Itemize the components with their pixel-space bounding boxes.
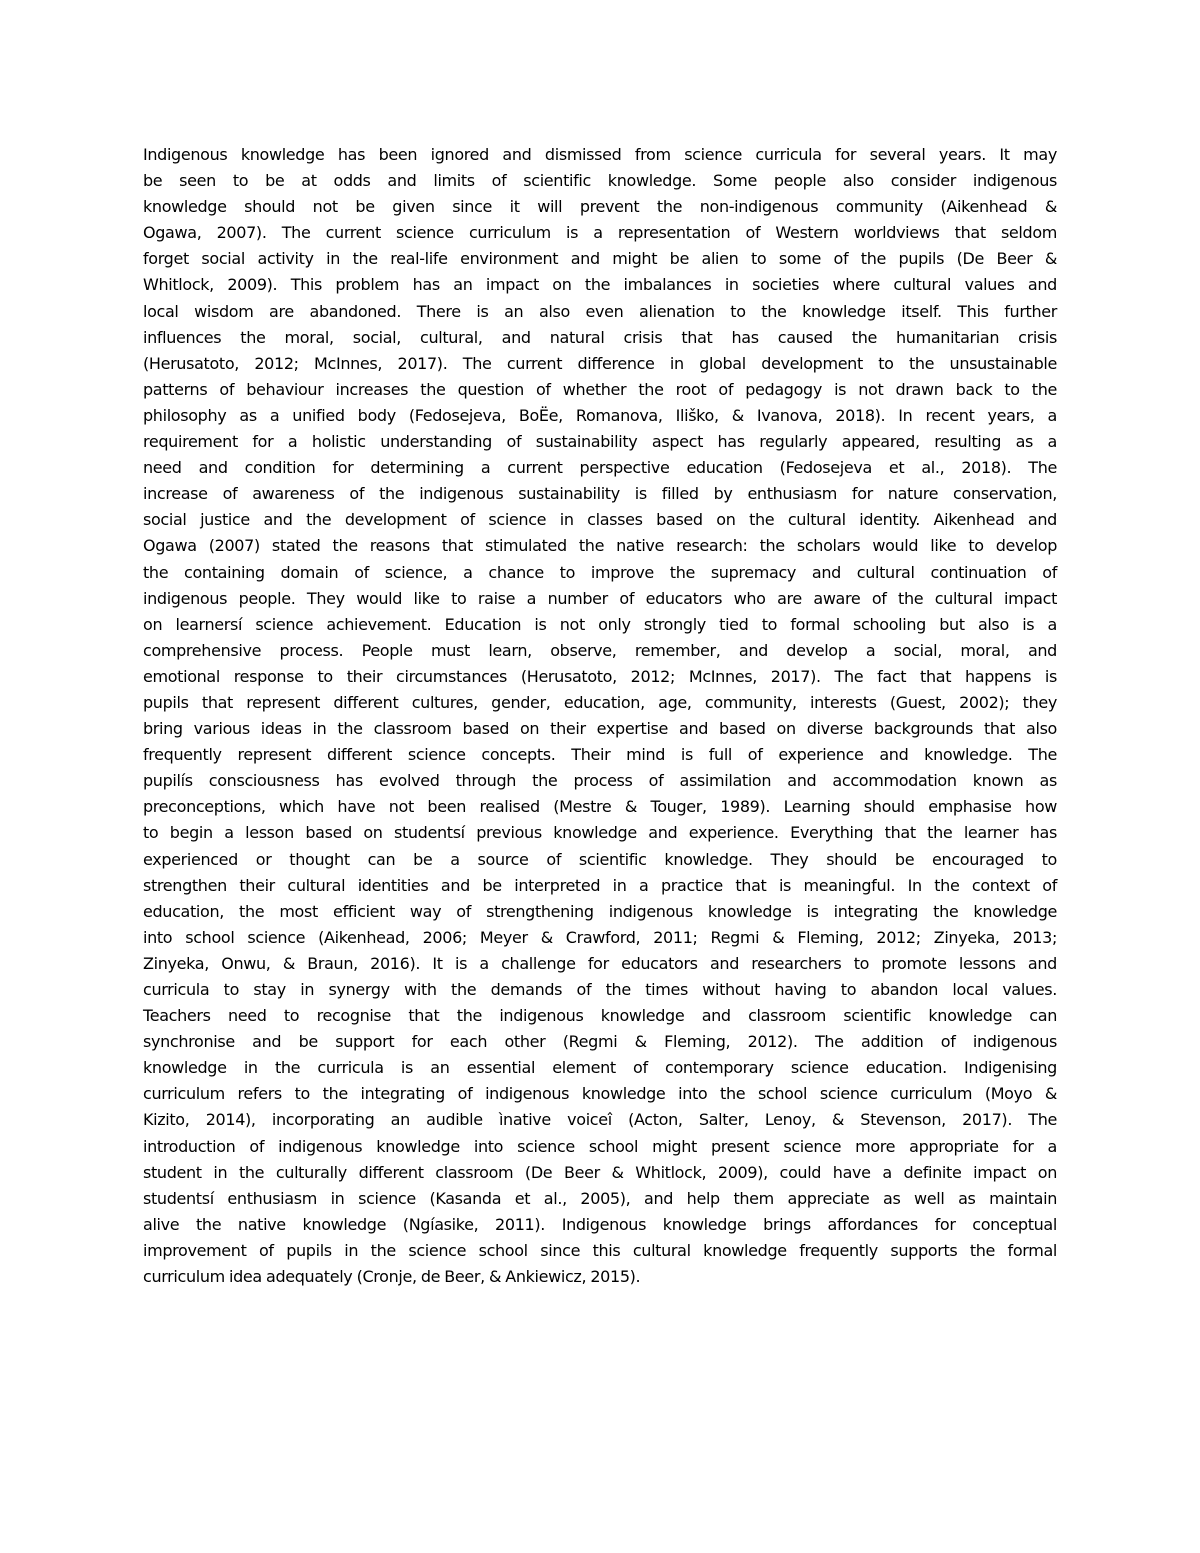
paragraph-line: indigenous people. They would like to raise a number of educators who are aware of the cultural impact [143, 588, 1057, 608]
paragraph-line: (Herusatoto, 2012; McInnes, 2017). The current difference in global development to the unsustainable [143, 353, 1057, 373]
paragraph-line: increase of awareness of the indigenous sustainability is filled by enthusiasm for nature conservation, [143, 484, 1057, 504]
paragraph-line: pupils that represent different cultures, gender, education, age, community, interests (Guest, 2002); they [143, 692, 1057, 712]
paragraph-line: Indigenous knowledge has been ignored and dismissed from science curricula for several years. It may [143, 145, 1057, 164]
paragraph-line: the containing domain of science, a chance to improve the supremacy and cultural continuation of [143, 562, 1057, 582]
paragraph-line: Whitlock, 2009). This problem has an impact on the imbalances in societies where cultural values and [143, 275, 1057, 295]
paragraph-line: strengthen their cultural identities and be interpreted in a practice that is meaningful. In the context of [143, 875, 1057, 895]
paragraph-line: comprehensive process. People must learn, observe, remember, and develop a social, moral, and [143, 640, 1057, 660]
paragraph-line: social justice and the development of science in classes based on the cultural identity. Aikenhead and [143, 510, 1057, 530]
paragraph-line: knowledge in the curricula is an essential element of contemporary science education. Indigenising [143, 1058, 1057, 1078]
paragraph-line: education, the most efficient way of strengthening indigenous knowledge is integrating the knowledge [143, 901, 1057, 921]
paragraph-line: improvement of pupils in the science school since this cultural knowledge frequently supports the formal [143, 1240, 1057, 1260]
paragraph-line: experienced or thought can be a source of scientific knowledge. They should be encouraged to [143, 849, 1057, 869]
paragraph-line: Ogawa (2007) stated the reasons that stimulated the native research: the scholars would like to develop [143, 536, 1057, 556]
paragraph-line: forget social activity in the real-life environment and might be alien to some of the pupils (De Beer & [143, 249, 1057, 269]
paragraph-line: Kizito, 2014), incorporating an audible ìnative voiceî (Acton, Salter, Lenoy, & Stevenson, 2017). The [143, 1110, 1057, 1130]
paragraph-line: pupilís consciousness has evolved through the process of assimilation and accommodation known as [143, 771, 1057, 791]
paragraph-line: curriculum refers to the integrating of indigenous knowledge into the school science curriculum (Moyo & [143, 1084, 1057, 1104]
body-paragraph [143, 142, 1057, 1290]
paragraph-line: bring various ideas in the classroom based on their expertise and based on diverse backgrounds that also [143, 719, 1057, 739]
paragraph-line: knowledge should not be given since it will prevent the non-indigenous community (Aikenhead & [143, 197, 1057, 217]
paragraph-line: philosophy as a unified body (Fedosejeva, BoËe, Romanova, Iliško, & Ivanova, 2018). In recent years, a [143, 405, 1057, 425]
paragraph-line: local wisdom are abandoned. There is an also even alienation to the knowledge itself. This further [143, 301, 1057, 321]
paragraph-line: alive the native knowledge (Ngíasike, 2011). Indigenous knowledge brings affordances for conceptual [143, 1214, 1057, 1234]
paragraph-line: emotional response to their circumstances (Herusatoto, 2012; McInnes, 2017). The fact that happens is [143, 666, 1057, 686]
paragraph-line: student in the culturally different classroom (De Beer & Whitlock, 2009), could have a definite impact on [143, 1162, 1057, 1182]
paragraph-line: preconceptions, which have not been realised (Mestre & Touger, 1989). Learning should emphasise how [143, 797, 1057, 817]
paragraph-line: requirement for a holistic understanding of sustainability aspect has regularly appeared, resulting as a [143, 432, 1057, 452]
paragraph-line: be seen to be at odds and limits of scientific knowledge. Some people also consider indigenous [143, 171, 1057, 191]
paragraph-line: introduction of indigenous knowledge into science school might present science more appropriate for a [143, 1136, 1057, 1156]
paragraph-line: Zinyeka, Onwu, & Braun, 2016). It is a challenge for educators and researchers to promote lessons and [143, 953, 1057, 973]
paragraph-line: frequently represent different science concepts. Their mind is full of experience and knowledge. The [143, 745, 1057, 765]
paragraph-line: synchronise and be support for each other (Regmi & Fleming, 2012). The addition of indigenous [143, 1032, 1057, 1052]
paragraph-line: studentsí enthusiasm in science (Kasanda et al., 2005), and help them appreciate as well as maintain [143, 1188, 1057, 1208]
paragraph-line: to begin a lesson based on studentsí previous knowledge and experience. Everything that the learner has [143, 823, 1057, 843]
paragraph-line: patterns of behaviour increases the question of whether the root of pedagogy is not drawn back to the [143, 379, 1057, 399]
paragraph-line: Ogawa, 2007). The current science curriculum is a representation of Western worldviews that seldom [143, 223, 1057, 243]
paragraph-last-line: curriculum idea adequately (Cronje, de Beer, & Ankiewicz, 2015). [143, 1267, 641, 1287]
paragraph-line: on learnersí science achievement. Education is not only strongly tied to formal schooling but also is a [143, 614, 1057, 634]
paragraph-line: into school science (Aikenhead, 2006; Meyer & Crawford, 2011; Regmi & Fleming, 2012; Zinyeka, 2013; [143, 927, 1057, 947]
paragraph-line: influences the moral, social, cultural, and natural crisis that has caused the humanitarian crisis [143, 327, 1057, 347]
paragraph-line: Teachers need to recognise that the indigenous knowledge and classroom scientific knowledge can [143, 1006, 1057, 1026]
paragraph-line: need and condition for determining a current perspective education (Fedosejeva et al., 2018). The [143, 458, 1057, 478]
paragraph-line: curricula to stay in synergy with the demands of the times without having to abandon local values. [143, 980, 1057, 999]
